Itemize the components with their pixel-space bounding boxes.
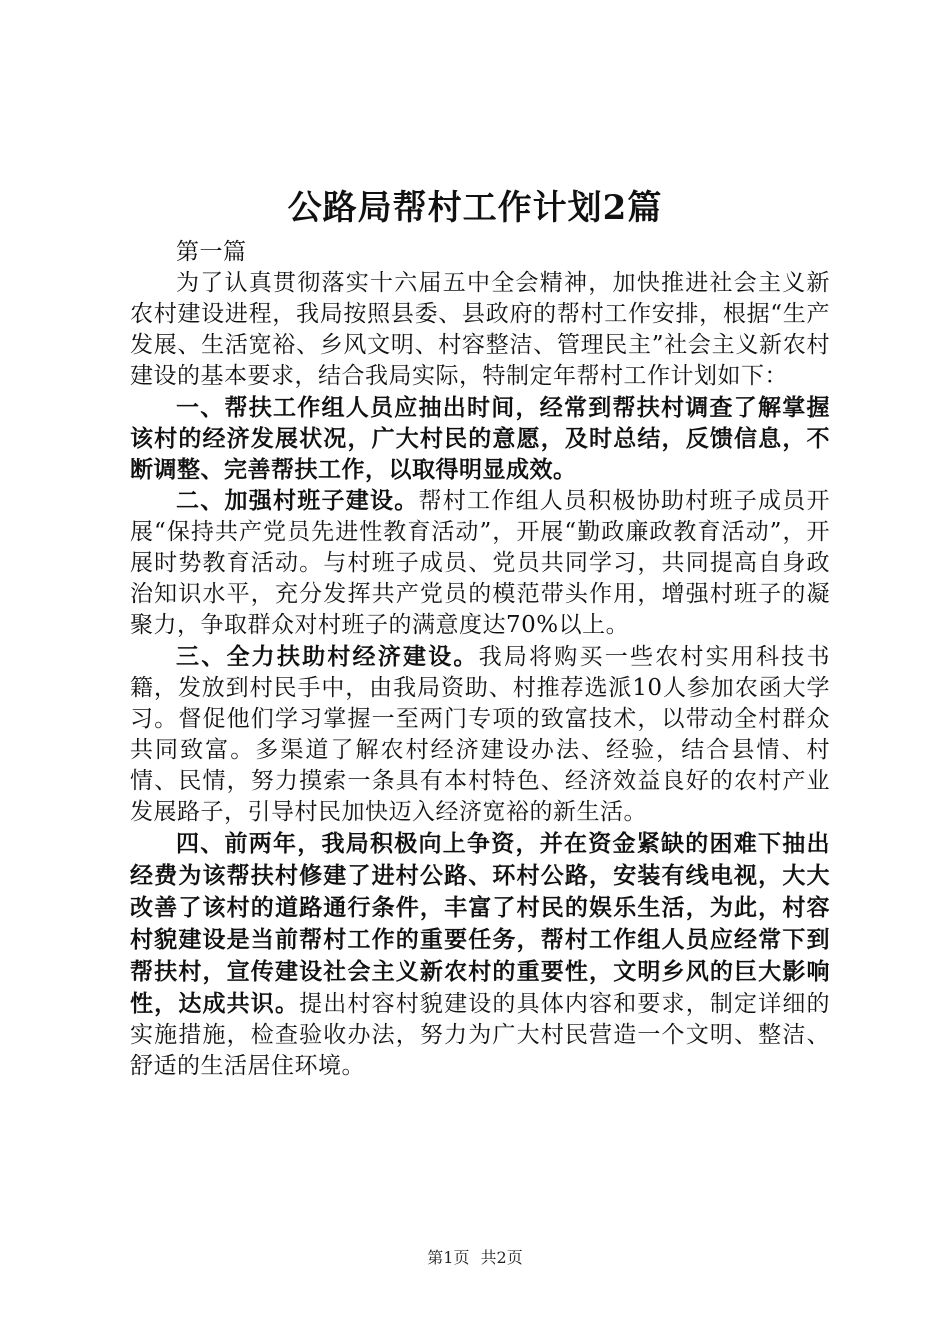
section-label: 第一篇 bbox=[176, 239, 247, 265]
item-3-heading: 三、全力扶助村经济建设。 bbox=[176, 643, 479, 670]
page-number-current: 第1页 bbox=[427, 1248, 470, 1267]
item-2-heading: 二、加强村班子建设。 bbox=[176, 487, 419, 514]
item-2-paragraph bbox=[130, 485, 830, 641]
page-footer bbox=[0, 1245, 950, 1268]
item-4-paragraph bbox=[130, 828, 830, 1082]
item-3-paragraph bbox=[130, 641, 830, 828]
item-3-body: 我局将购买一些农村实用科技书籍，发放到村民手中，由我局资助、村推荐选派10人参加农函大学习。督促他们学习掌握一至两门专项的致富技术，以带动全村群众共同致富。多渠道了解农村经济建设办法、经验，结合县情、村情、民情，努力摸索一条具有本村特色、经济效益良好的农村产业发展路子，引导村民加快迈入经济宽裕的新生活。 bbox=[130, 644, 831, 825]
intro-paragraph: 为了认真贯彻落实十六届五中全会精神，加快推进社会主义新农村建设进程，我局按照县委、县政府的帮村工作安排，根据“生产发展、生活宽裕、乡风文明、村容整洁、管理民主”社会主义新农村建设的基本要求，结合我局实际，特制定年帮村工作计划如下： bbox=[130, 270, 830, 389]
document-title: 公路局帮村工作计划2篇 bbox=[287, 188, 663, 228]
item-4-bold-text: 四、前两年，我局积极向上争资，并在资金紧缺的困难下抽出经费为该帮扶村修建了进村公路、环村公路，安装有线电视，大大改善了该村的道路通行条件，丰富了村民的娱乐生活，为此，村容村貌建设是当前帮村工作的重要任务，帮村工作组人员应经常下到帮扶村，宣传建设社会主义新农村的重要性，文明乡风的巨大影响性，达成共识。 bbox=[130, 830, 830, 1017]
item-1-paragraph: 一、帮扶工作组人员应抽出时间，经常到帮扶村调查了解掌握该村的经济发展状况，广大村民的意愿，及时总结，反馈信息，不断调整、完善帮扶工作，以取得明显成效。 bbox=[130, 394, 830, 483]
document-body bbox=[130, 237, 830, 1082]
item-4-body: 提出村容村貌建设的具体内容和要求，制定详细的实施措施，检查验收办法，努力为广大村民营造一个文明、整洁、舒适的生活居住环境。 bbox=[130, 991, 831, 1079]
item-2-body: 帮村工作组人员积极协助村班子成员开展“保持共产党员先进性教育活动”，开展“勤政廉政教育活动”，开展时势教育活动。与村班子成员、党员共同学习，共同提高自身政治知识水平，充分发挥共产党员的模范带头作用，增强村班子的凝聚力，争取群众对村班子的满意度达70%以上。 bbox=[130, 488, 830, 638]
page-number-total: 共2页 bbox=[480, 1248, 523, 1267]
